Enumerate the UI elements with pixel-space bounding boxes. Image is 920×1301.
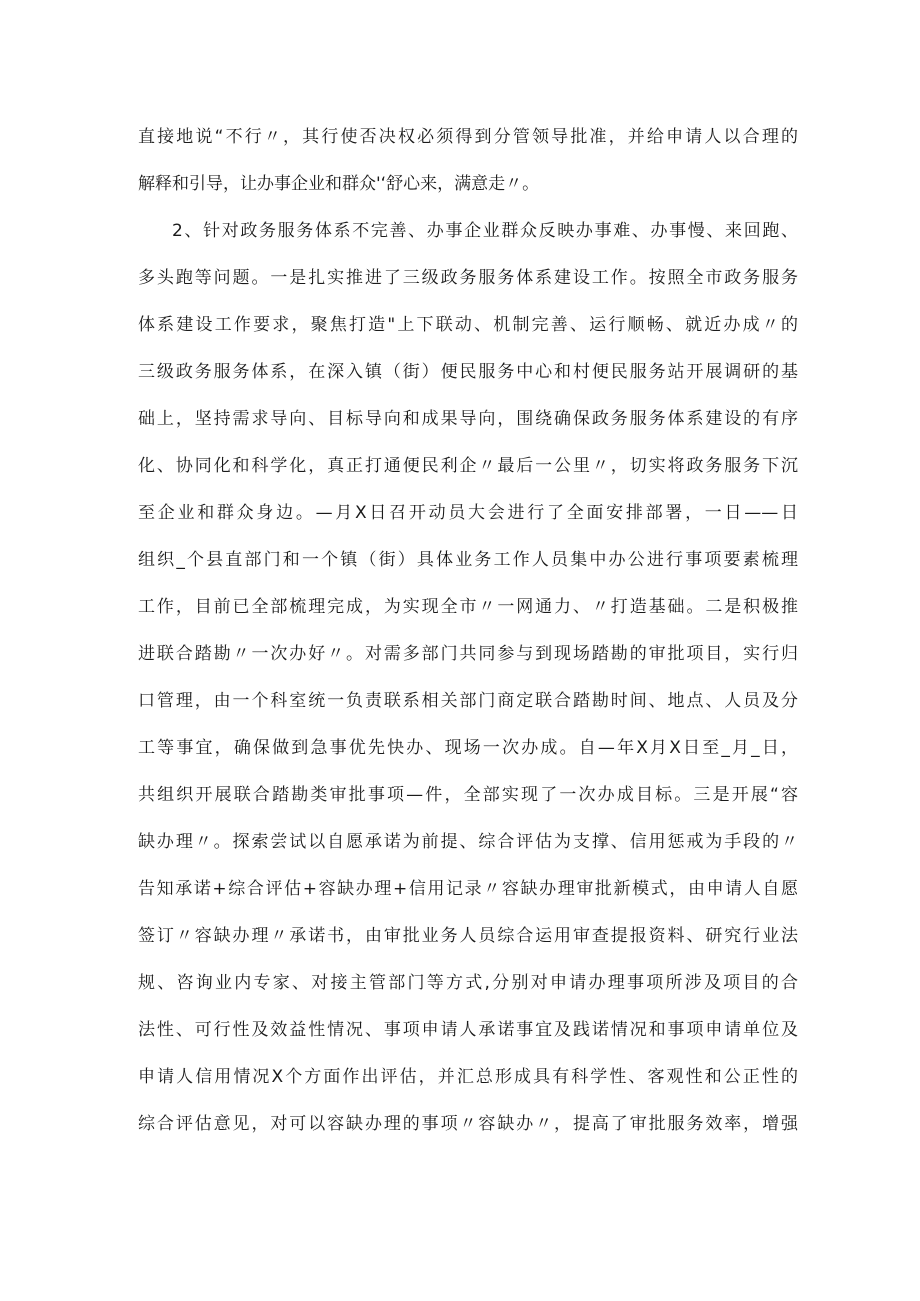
paragraph-first-line: 2、针对政务服务体系不完善、办事企业群众反映办事难、办事慢、来回跑、: [172, 221, 798, 241]
paragraph-line: 解释和引导，让办事企业和群众'‘舒心来，满意走〃。: [138, 174, 540, 194]
paragraph-line: 工作，目前已全部梳理完成，为实现全市〃一网通力、〃打造基础。二是积极推: [138, 597, 798, 617]
paragraph-line: 缺办理〃。探索尝试以自愿承诺为前提、综合评估为支撑、信用惩戒为手段的〃: [138, 832, 798, 852]
paragraph-line: 多头跑等问题。一是扎实推进了三级政务服务体系建设工作。按照全市政务服务: [138, 268, 798, 288]
paragraph-line: 告知承诺+综合评估+容缺办理+信用记录〃容缺办理审批新模式，由申请人自愿: [138, 879, 798, 899]
paragraph-line: 三级政务服务体系，在深入镇（街）便民服务中心和村便民服务站开展调研的基: [138, 362, 798, 382]
paragraph-line: 申请人信用情况X个方面作出评估，并汇总形成具有科学性、客观性和公正性的: [138, 1067, 798, 1087]
paragraph-line: 签订〃容缺办理〃承诺书，由审批业务人员综合运用审查提报资料、研究行业法: [138, 926, 798, 946]
paragraph-line: 共组织开展联合踏勘类审批事项—件，全部实现了一次办成目标。三是开展“容: [138, 785, 798, 805]
paragraph-line: 工等事宜，确保做到急事优先快办、现场一次办成。自—年X月X日至_月_日，: [138, 738, 798, 758]
paragraph-line: 规、咨询业内专家、对接主管部门等方式,分别对申请办理事项所涉及项目的合: [138, 973, 798, 993]
paragraph-line: 组织_个县直部门和一个镇（街）具体业务工作人员集中办公进行事项要素梳理: [138, 550, 798, 570]
paragraph-line: 综合评估意见，对可以容缺办理的事项〃容缺办〃，提高了审批服务效率，增强: [138, 1114, 798, 1134]
paragraph-line: 法性、可行性及效益性情况、事项申请人承诺事宜及践诺情况和事项申请单位及: [138, 1020, 798, 1040]
paragraph-line: 化、协同化和科学化，真正打通便民利企〃最后一公里〃，切实将政务服务下沉: [138, 456, 798, 476]
paragraph-line: 进联合踏勘〃一次办好〃。对需多部门共同参与到现场踏勘的审批项目，实行归: [138, 644, 798, 664]
paragraph-line: 础上，坚持需求导向、目标导向和成果导向，围绕确保政务服务体系建设的有序: [138, 409, 798, 429]
paragraph-line: 体系建设工作要求，聚焦打造"上下联动、机制完善、运行顺畅、就近办成〃的: [138, 315, 798, 335]
paragraph-line: 至企业和群众身边。—月X日召开动员大会进行了全面安排部署，一日——日: [138, 503, 798, 523]
paragraph-line: 直接地说“不行〃，其行使否决权必须得到分管领导批准，并给申请人以合理的: [138, 127, 798, 147]
paragraph-line: 口管理，由一个科室统一负责联系相关部门商定联合踏勘时间、地点、人员及分: [138, 691, 798, 711]
